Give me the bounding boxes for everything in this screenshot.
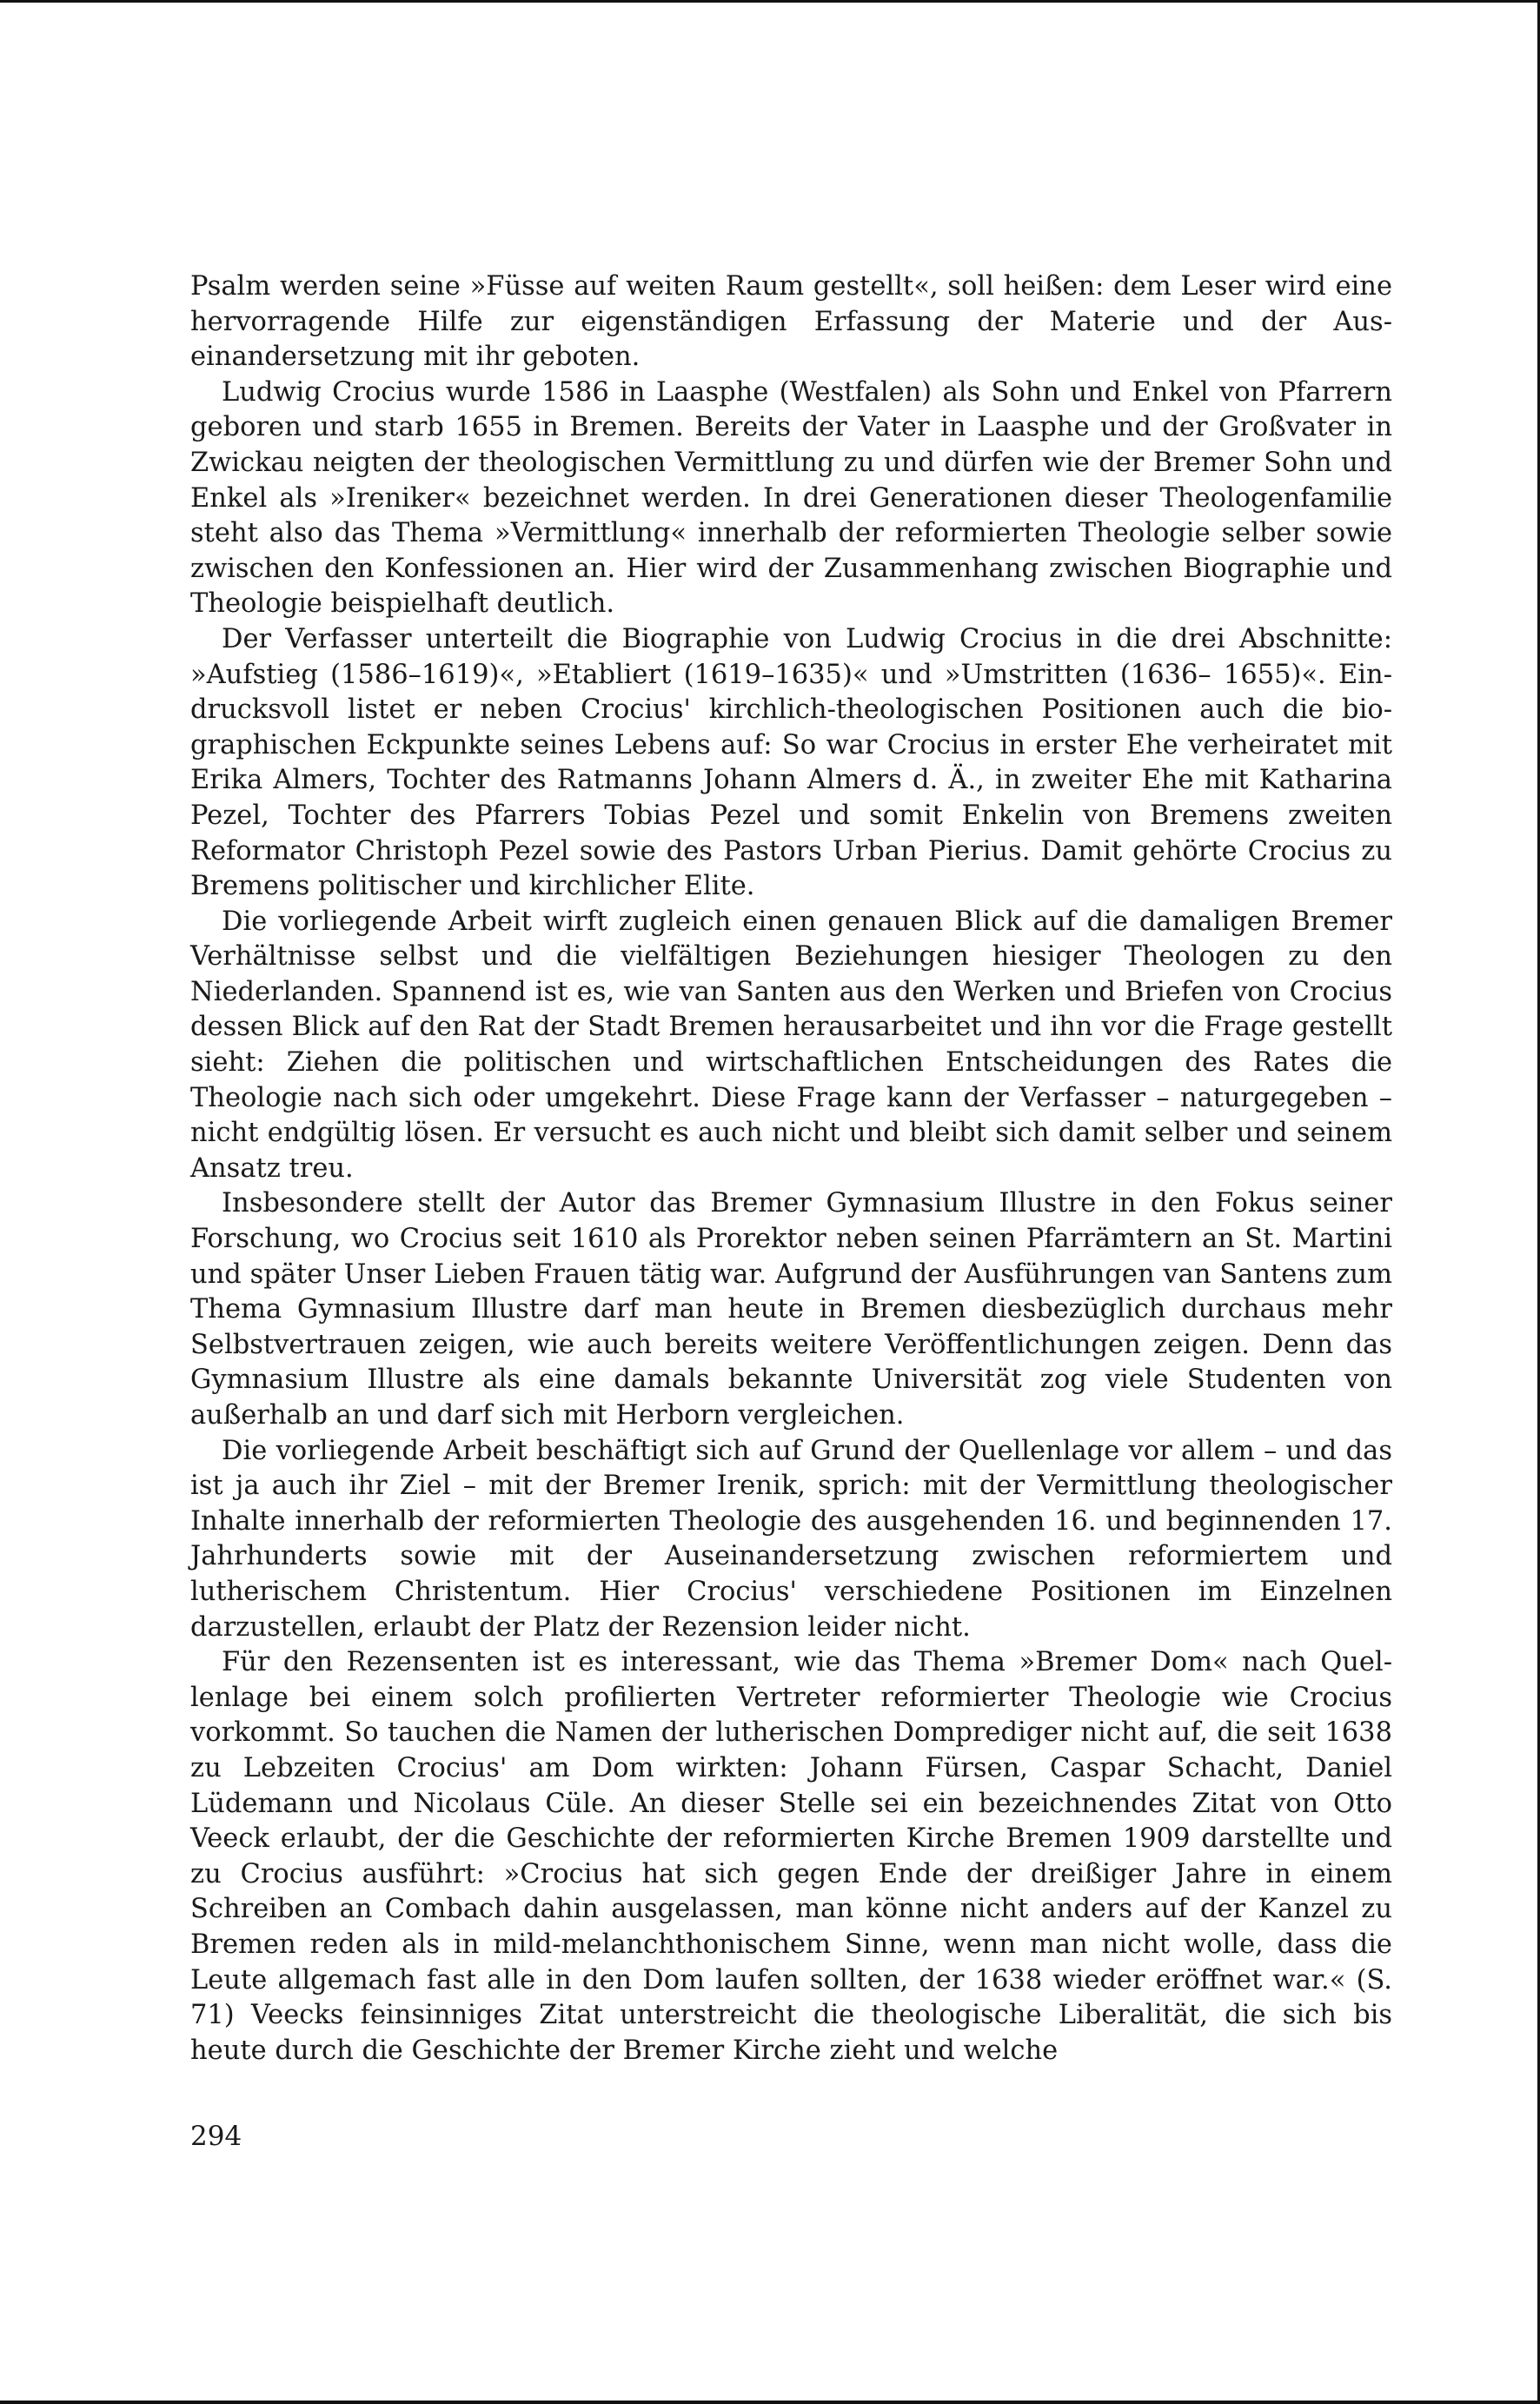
page-border-top xyxy=(0,0,1540,3)
paragraph-7: Für den Rezensenten ist es interessant, wie das Thema »Bremer Dom« nach Quellenlage bei einem solch profilierten Vertreter reformierter Theologie wie Crocius vorkommt. So tauchen die Namen der lutherischen Domprediger nicht auf, die seit 1638 zu Lebzeiten Crocius' am Dom wirkten: Johann Fürsen, Caspar Schacht, Daniel Lüdemann und Nicolaus Cüle. An dieser Stelle sei ein bezeichnendes Zitat von Otto Veeck erlaubt, der die Geschichte der reformierten Kirche Bremen 1909 darstellte und zu Crocius ausführt: »Crocius hat sich gegen Ende der dreißiger Jahre in einem Schreiben an Combach dahin ausgelassen, man könne nicht anders auf der Kanzel zu Bremen reden als in mild-melanchthonischem Sinne, wenn man nicht wolle, dass die Leute allgemach fast alle in den Dom laufen sollten, der 1638 wieder eröffnet war.« (S. 71) Veecks feinsinniges Zitat unterstreicht die theologische Liberalität, die sich bis heute durch die Geschichte der Bremer Kirche zieht und welche xyxy=(190,1647,1392,2066)
paragraph-6: Die vorliegende Arbeit beschäftigt sich auf Grund der Quellenlage vor allem – und das ist ja auch ihr Ziel – mit der Bremer Irenik, sprich: mit der Vermittlung theologischer Inhalte innerhalb der reformierten Theologie des ausgehenden 16. und beginnenden 17. Jahrhunderts sowie mit der Auseinandersetzung zwischen reformiertem und lutherischem Christentum. Hier Crocius' verschiedene Positionen im Einzelnen darzustellen, erlaubt der Platz der Rezension leider nicht. xyxy=(190,1435,1392,1643)
paragraph-2: Ludwig Crocius wurde 1586 in Laasphe (Westfalen) als Sohn und Enkel von Pfarrern geboren und starb 1655 in Bremen. Bereits der Vater in Laasphe und der Großvater in Zwickau neigten der theologischen Vermittlung zu und dürfen wie der Bremer Sohn und Enkel als »Ireniker« bezeichnet werden. In drei Generationen dieser Theologenfamilie steht also das Thema »Vermittlung« innerhalb der reformierten Theologie selber sowie zwischen den Konfessionen an. Hier wird der Zusammenhang zwischen Biographie und Theologie beispielhaft deutlich. xyxy=(190,376,1392,620)
paragraph-3: Der Verfasser unterteilt die Biographie von Ludwig Crocius in die drei Abschnitte: »Aufstieg (1586–1619)«, »Etabliert (1619–1635)« und »Umstritten (1636– 1655)«. Eindrucksvoll listet er neben Crocius' kirchlich-theologischen Positionen auch die biographischen Eckpunkte seines Lebens auf: So war Crocius in erster Ehe verheiratet mit Erika Almers, Tochter des Ratmanns Johann Almers d. Ä., in zweiter Ehe mit Katharina Pezel, Tochter des Pfarrers Tobias Pezel und somit Enkelin von Bremens zweiten Reformator Christoph Pezel sowie des Pastors Urban Pierius. Damit gehörte Crocius zu Bremens politischer und kirchlicher Elite. xyxy=(190,623,1392,902)
page-border-bottom xyxy=(0,2401,1540,2404)
body-text xyxy=(190,269,1392,2069)
paragraph-1: Psalm werden seine »Füsse auf weiten Raum gestellt«, soll heißen: dem Leser wird eine hervorragende Hilfe zur eigenständigen Erfassung der Materie und der Auseinandersetzung mit ihr geboten. xyxy=(190,271,1392,373)
page-number: 294 xyxy=(190,2121,242,2152)
paragraph-4: Die vorliegende Arbeit wirft zugleich einen genauen Blick auf die damaligen Bremer Verhältnisse selbst und die vielfältigen Beziehungen hiesiger Theologen zu den Niederlanden. Spannend ist es, wie van Santen aus den Werken und Briefen von Crocius dessen Blick auf den Rat der Stadt Bremen herausarbeitet und ihn vor die Frage gestellt sieht: Ziehen die politischen und wirtschaftlichen Entscheidungen des Rates die Theologie nach sich oder umgekehrt. Diese Frage kann der Verfasser – naturgegeben – nicht endgültig lösen. Er versucht es auch nicht und bleibt sich damit selber und seinem Ansatz treu. xyxy=(190,906,1392,1184)
paragraph-5: Insbesondere stellt der Autor das Bremer Gymnasium Illustre in den Fokus seiner Forschung, wo Crocius seit 1610 als Prorektor neben seinen Pfarrämtern an St. Martini und später Unser Lieben Frauen tätig war. Aufgrund der Ausführungen van Santens zum Thema Gymnasium Illustre darf man heute in Bremen diesbezüglich durchaus mehr Selbstvertrauen zeigen, wie auch bereits weitere Veröffentlichungen zeigen. Denn das Gymnasium Illustre als eine damals bekannte Universität zog viele Studenten von außerhalb an und darf sich mit Herborn vergleichen. xyxy=(190,1188,1392,1431)
